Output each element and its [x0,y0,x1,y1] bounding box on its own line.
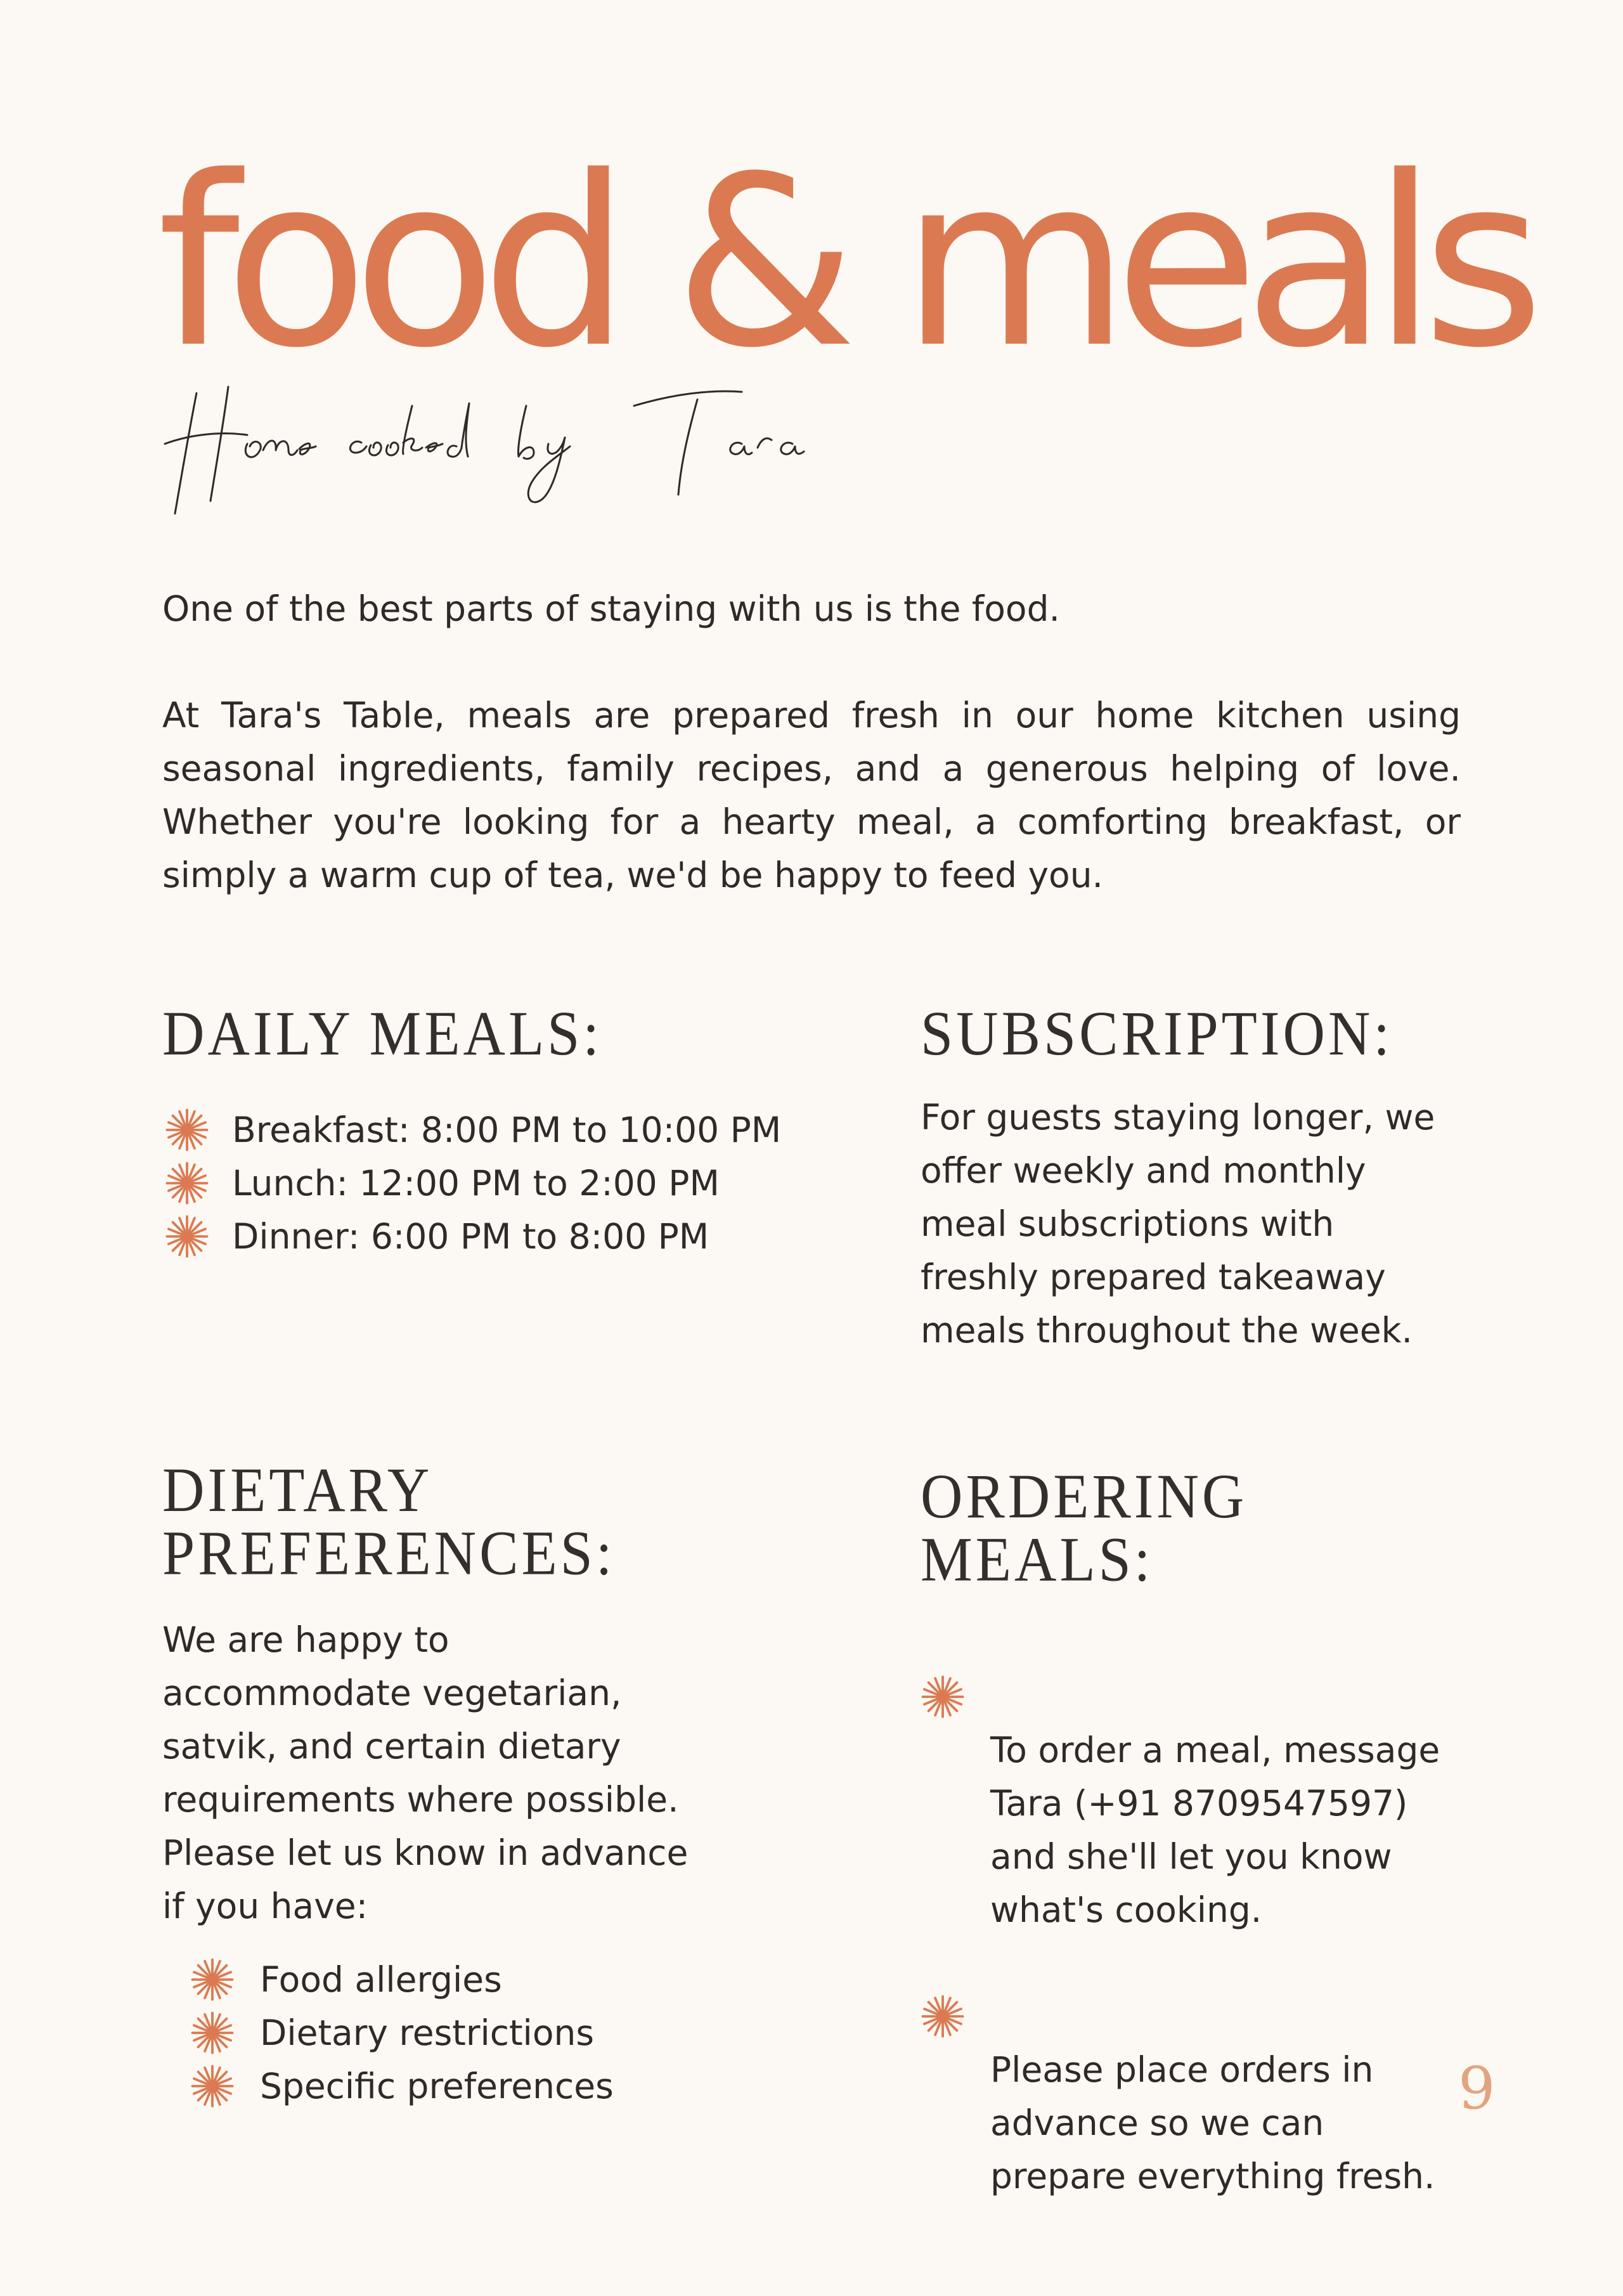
ordering-item-advance: Please place orders in advance so we can prepare everything fresh. [990,2049,1435,2196]
dietary-item-allergies: Food allergies [260,1959,502,2000]
starburst-icon [921,1621,965,1666]
list-item [260,2059,614,2113]
daily-meals-heading: DAILY MEALS: [162,998,602,1068]
dietary-heading: DIETARY PREFERENCES: [162,1455,616,1588]
dietary-item-restrictions: Dietary restrictions [260,2013,594,2053]
list-item [232,1103,781,1157]
subscription-heading: SUBSCRIPTION: [921,998,1393,1068]
page-number: 9 [1458,2054,1496,2122]
starburst-icon [165,1161,209,1205]
intro-paragraph-2: At Tara's Table, meals are prepared fresh in our home kitchen using seasonal ingredients, family recipes, and a generous helping of love. Whether you're looking for a hearty meal, a comforting breakfast, or simply a warm cup of tea, we'd be happy to feed you. [162,695,1461,895]
daily-meal-breakfast: Breakfast: 8:00 PM to 10:00 PM [232,1110,782,1150]
handwritten-tagline [152,368,900,533]
list-item [260,1953,614,2006]
dietary-item-preferences: Specific preferences [260,2066,614,2106]
list-item [232,1210,781,1263]
daily-meals-list [232,1103,781,1263]
starburst-icon [190,2064,235,2108]
list-item [990,1617,1523,1936]
starburst-icon [165,1108,209,1152]
starburst-icon [190,2011,235,2055]
starburst-icon [190,1957,235,2002]
ordering-list [990,1617,1523,2203]
dietary-list [260,1953,614,2113]
dietary-text: We are happy to accommodate vegetarian, satvik, and certain dietary requirements where possible. Please let us know in advance if you have: [162,1619,689,1926]
list-item [232,1157,781,1210]
page-title: food & meals [157,127,1529,399]
list-item [990,1936,1523,2203]
list-item [260,2006,614,2059]
daily-meal-dinner: Dinner: 6:00 PM to 8:00 PM [232,1216,709,1257]
daily-meal-lunch: Lunch: 12:00 PM to 2:00 PM [232,1163,720,1203]
ordering-item-message: To order a meal, message Tara (+91 8709547597) and she'll let you know what's cooking. [990,1730,1440,1930]
ordering-heading: ORDERING MEALS: [921,1461,1248,1595]
starburst-icon [921,1941,965,1985]
starburst-icon [165,1214,209,1259]
intro-paragraph-1: One of the best parts of staying with us is the food. [162,588,1060,629]
subscription-text: For guests staying longer, we offer weekly and monthly meal subscriptions with freshly prepared takeaway meals throughout the week. [921,1097,1435,1351]
